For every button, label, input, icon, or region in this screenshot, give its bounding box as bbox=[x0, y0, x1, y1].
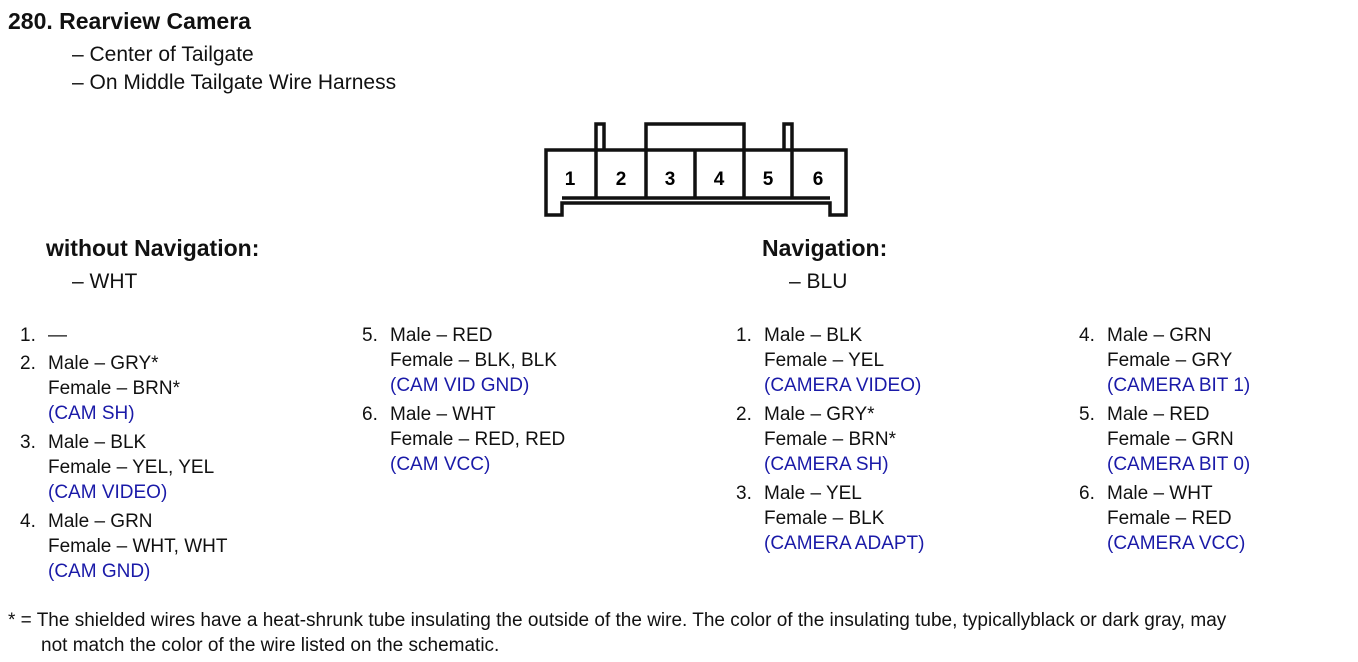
pin-number: 5. bbox=[362, 325, 378, 346]
key-tab-left bbox=[596, 124, 604, 150]
male-wire: Male – GRN bbox=[48, 511, 153, 532]
nav-heading: Navigation: bbox=[762, 235, 888, 261]
circuit-function: (CAMERA VCC) bbox=[1107, 533, 1246, 554]
footnote-line-2: not match the color of the wire listed on the schematic. bbox=[41, 635, 500, 656]
pin-label-6: 6 bbox=[812, 169, 824, 190]
pin-label-3: 3 bbox=[664, 169, 676, 190]
pin-number: 6. bbox=[362, 404, 378, 425]
female-wire: Female – RED bbox=[1107, 508, 1232, 529]
circuit-function: (CAM VCC) bbox=[390, 454, 491, 475]
circuit-function: (CAMERA BIT 1) bbox=[1107, 375, 1251, 396]
female-wire: Female – BRN* bbox=[764, 429, 896, 450]
pin-number: 1. bbox=[736, 325, 752, 346]
without-nav-pin-3 bbox=[20, 430, 214, 505]
nav-pin-2 bbox=[736, 402, 896, 477]
nav-pin-5 bbox=[1079, 402, 1250, 477]
without-nav-pin-4 bbox=[20, 509, 227, 584]
female-wire: Female – RED, RED bbox=[390, 429, 566, 450]
male-wire: Male – WHT bbox=[1107, 483, 1213, 504]
page-title: 280. Rearview Camera bbox=[8, 8, 251, 34]
location-line-2: – On Middle Tailgate Wire Harness bbox=[72, 71, 397, 94]
nav-pin-6 bbox=[1079, 481, 1245, 556]
without-nav-pin-6 bbox=[362, 402, 565, 477]
location-line-1: – Center of Tailgate bbox=[72, 43, 254, 66]
female-wire: Female – BLK, BLK bbox=[390, 350, 557, 371]
male-wire: Male – RED bbox=[390, 325, 493, 346]
pin-label-1: 1 bbox=[564, 169, 576, 190]
female-wire: Female – GRN bbox=[1107, 429, 1234, 450]
circuit-function: (CAM SH) bbox=[48, 403, 135, 424]
male-wire: Male – BLK bbox=[48, 432, 147, 453]
male-wire: Male – RED bbox=[1107, 404, 1210, 425]
nav-pin-1 bbox=[736, 323, 921, 398]
pin-number: 4. bbox=[20, 511, 36, 532]
female-wire: Female – GRY bbox=[1107, 350, 1233, 371]
male-wire: Male – BLK bbox=[764, 325, 863, 346]
male-wire: Male – WHT bbox=[390, 404, 496, 425]
pin-number: 3. bbox=[20, 432, 36, 453]
without-nav-pin-5 bbox=[362, 323, 557, 398]
female-wire: Female – BLK bbox=[764, 508, 885, 529]
male-wire: Male – GRY* bbox=[48, 353, 159, 374]
circuit-function: (CAMERA VIDEO) bbox=[764, 375, 922, 396]
key-tab-center bbox=[646, 124, 744, 150]
footnote-line-1: * = The shielded wires have a heat-shrunk tube insulating the outside of the wire. The color of the insulating tube, typicallyblack or dark gray, may bbox=[8, 610, 1227, 631]
circuit-function: (CAM VID GND) bbox=[390, 375, 530, 396]
pin-number: 6. bbox=[1079, 483, 1095, 504]
without-nav-connector-color: – WHT bbox=[72, 270, 138, 293]
pin-number: 1. bbox=[20, 325, 36, 346]
circuit-function: (CAM GND) bbox=[48, 561, 151, 582]
male-wire: Male – YEL bbox=[764, 483, 862, 504]
pin-label-2: 2 bbox=[615, 169, 627, 190]
pin-number: 5. bbox=[1079, 404, 1095, 425]
pin-number: 4. bbox=[1079, 325, 1095, 346]
circuit-function: (CAM VIDEO) bbox=[48, 482, 168, 503]
circuit-function: (CAMERA BIT 0) bbox=[1107, 454, 1251, 475]
pin-number: 2. bbox=[736, 404, 752, 425]
female-wire: Female – YEL bbox=[764, 350, 885, 371]
without-nav-heading: without Navigation: bbox=[46, 235, 260, 261]
male-wire: — bbox=[48, 325, 67, 346]
key-tab-right bbox=[784, 124, 792, 150]
without-nav-pin-1 bbox=[20, 323, 67, 348]
nav-pin-4 bbox=[1079, 323, 1250, 398]
footnote bbox=[8, 608, 1226, 658]
male-wire: Male – GRN bbox=[1107, 325, 1212, 346]
pin-number: 3. bbox=[736, 483, 752, 504]
female-wire: Female – BRN* bbox=[48, 378, 180, 399]
circuit-function: (CAMERA SH) bbox=[764, 454, 889, 475]
male-wire: Male – GRY* bbox=[764, 404, 875, 425]
female-wire: Female – YEL, YEL bbox=[48, 457, 215, 478]
pin-label-4: 4 bbox=[713, 169, 725, 190]
nav-connector-color: – BLU bbox=[789, 270, 848, 293]
without-nav-pin-2 bbox=[20, 351, 180, 426]
connector-diagram bbox=[540, 120, 852, 220]
female-wire: Female – WHT, WHT bbox=[48, 536, 228, 557]
pin-label-5: 5 bbox=[762, 169, 774, 190]
nav-pin-3 bbox=[736, 481, 924, 556]
pin-number: 2. bbox=[20, 353, 36, 374]
circuit-function: (CAMERA ADAPT) bbox=[764, 533, 925, 554]
